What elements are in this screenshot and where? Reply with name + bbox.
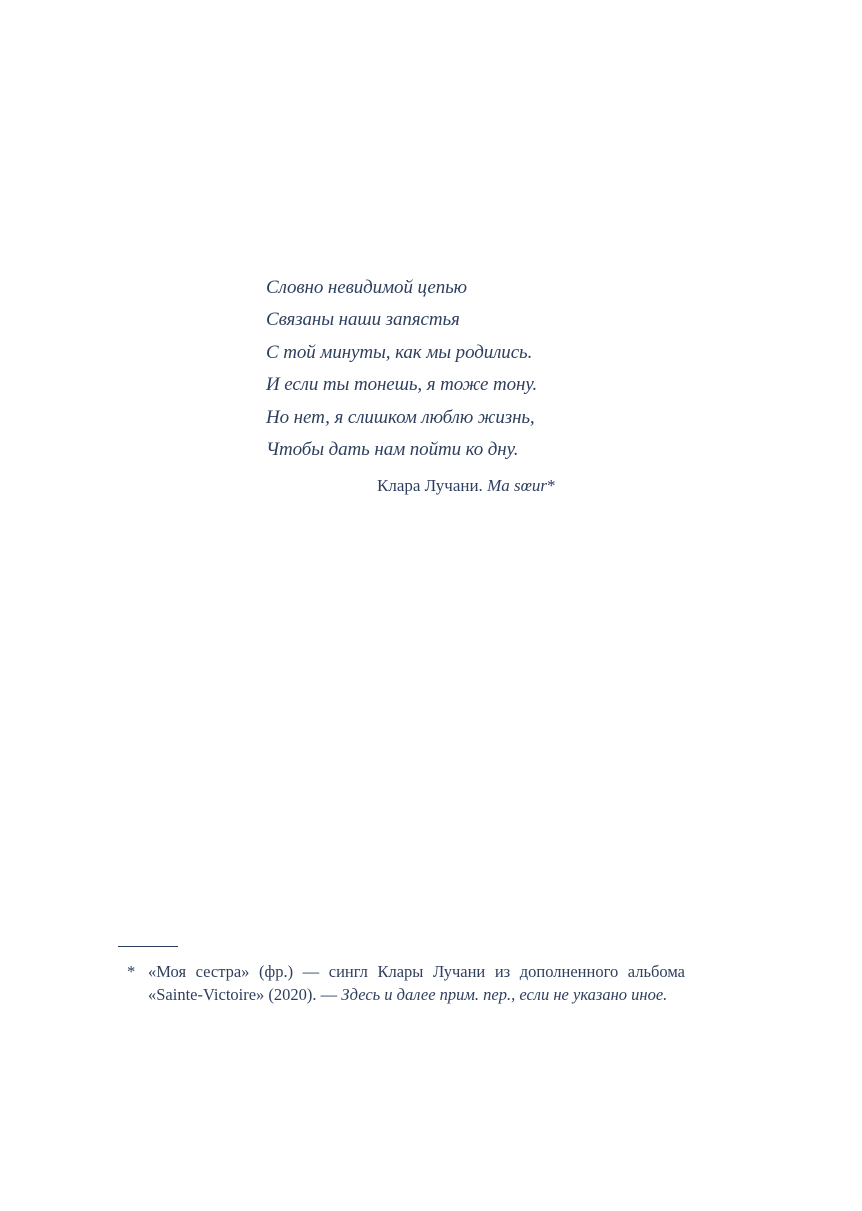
- footnote-text: «Моя сестра» (фр.) — сингл Клары Лучани из дополненного альбома «Sainte-Victoire» (2020). —: [148, 962, 685, 1004]
- footnote: [148, 960, 685, 1006]
- epigraph-attribution: [377, 474, 556, 498]
- verse-line: Словно невидимой цепью: [266, 277, 467, 298]
- footnote-separator: [118, 946, 178, 947]
- verse-line: Связаны наши запястья: [266, 309, 460, 331]
- attribution-work-title: Ma sœur: [487, 476, 548, 495]
- verse-line: С той минуты, как мы родились.: [266, 341, 533, 363]
- footnote-reference-mark: *: [547, 476, 556, 495]
- verse-line: И если ты тонешь, я тоже тону.: [266, 374, 538, 396]
- footnote-translator-note: Здесь и далее прим. пер., если не указано иное.: [341, 985, 668, 1004]
- epigraph-verse: [266, 272, 606, 466]
- verse-line: Чтобы дать нам пойти ко дну.: [266, 439, 519, 461]
- verse-line: Но нет, я слишком люблю жизнь,: [266, 406, 535, 428]
- attribution-author: Клара Лучани.: [377, 476, 483, 495]
- footnote-marker: *: [127, 962, 136, 981]
